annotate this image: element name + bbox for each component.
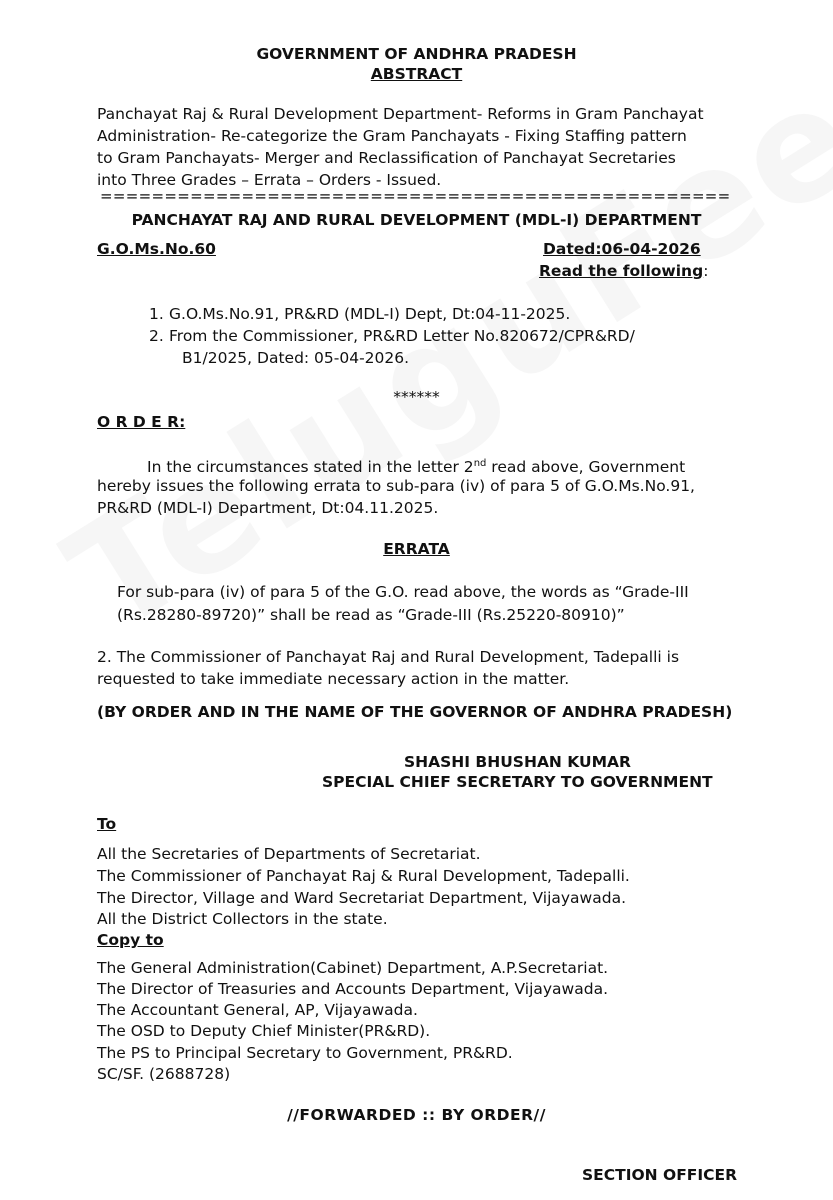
reference-number-1: 1. (149, 305, 164, 323)
signatory-name: SHASHI BHUSHAN KUMAR (404, 753, 631, 771)
errata-line-2: (Rs.28280-89720)” shall be read as “Grade-III (Rs.25220-80910)” (117, 606, 625, 624)
go-date: Dated:06-04-2026 (543, 240, 701, 258)
read-following-colon: : (703, 262, 709, 280)
order-line-1-text-b: read above, Government (486, 458, 686, 477)
copy-item-5: The PS to Principal Secretary to Government, PR&RD. (97, 1044, 513, 1062)
stars-divider: ****** (393, 388, 440, 406)
by-order-line: (BY ORDER AND IN THE NAME OF THE GOVERNOR OF ANDHRA PRADESH) (97, 703, 733, 721)
reference-item-1: G.O.Ms.No.91, PR&RD (MDL-I) Dept, Dt:04-11-2025. (169, 305, 571, 323)
reference-item-2: From the Commissioner, PR&RD Letter No.820672/CPR&RD/ (169, 327, 635, 345)
government-title: GOVERNMENT OF ANDHRA PRADESH (256, 45, 577, 63)
order-line-1-text-a: In the circumstances stated in the letter 2 (147, 458, 474, 477)
reference-number-2: 2. (149, 327, 164, 345)
section-officer: SECTION OFFICER (582, 1166, 738, 1184)
subject-line-1: Panchayat Raj & Rural Development Department- Reforms in Gram Panchayat (97, 105, 704, 123)
copy-item-2: The Director of Treasuries and Accounts Department, Vijayawada. (97, 980, 608, 998)
to-item-4: All the District Collectors in the state. (97, 910, 388, 928)
instruction-line-1: 2. The Commissioner of Panchayat Raj and Rural Development, Tadepalli is (97, 648, 680, 666)
to-item-3: The Director, Village and Ward Secretariat Department, Vijayawada. (97, 889, 626, 907)
copy-item-6: SC/SF. (2688728) (97, 1065, 231, 1083)
forwarded-line: //FORWARDED :: BY ORDER// (287, 1106, 546, 1124)
to-heading: To (97, 815, 117, 833)
copy-item-4: The OSD to Deputy Chief Minister(PR&RD). (97, 1022, 431, 1040)
order-line-1-sup: nd (473, 458, 487, 469)
abstract-heading: ABSTRACT (370, 65, 463, 83)
reference-item-2-cont: B1/2025, Dated: 05-04-2026. (182, 349, 410, 367)
read-following-line (539, 262, 708, 280)
order-line-3: PR&RD (MDL-I) Department, Dt:04.11.2025. (97, 499, 439, 517)
order-heading: O R D E R: (97, 413, 186, 431)
to-item-2: The Commissioner of Panchayat Raj & Rural Development, Tadepalli. (97, 867, 630, 885)
order-line-2: hereby issues the following errata to sub-para (iv) of para 5 of G.O.Ms.No.91, (97, 477, 695, 495)
errata-line-1: For sub-para (iv) of para 5 of the G.O. read above, the words as “Grade-III (117, 583, 689, 601)
subject-line-4: into Three Grades – Errata – Orders - Issued. (97, 171, 442, 189)
to-item-1: All the Secretaries of Departments of Secretariat. (97, 845, 481, 863)
copy-item-3: The Accountant General, AP, Vijayawada. (97, 1001, 418, 1019)
subject-line-3: to Gram Panchayats- Merger and Reclassification of Panchayat Secretaries (97, 149, 676, 167)
copy-heading: Copy to (97, 931, 164, 949)
subject-line-2: Administration- Re-categorize the Gram Panchayats - Fixing Staffing pattern (97, 127, 687, 145)
signatory-title: SPECIAL CHIEF SECRETARY TO GOVERNMENT (322, 773, 713, 791)
department-name: PANCHAYAT RAJ AND RURAL DEVELOPMENT (MDL-I) DEPARTMENT (131, 211, 702, 229)
go-number: G.O.Ms.No.60 (97, 240, 216, 258)
errata-heading: ERRATA (383, 540, 450, 558)
separator-line: ================================================= (100, 187, 731, 205)
copy-item-1: The General Administration(Cabinet) Department, A.P.Secretariat. (97, 959, 609, 977)
instruction-line-2: requested to take immediate necessary action in the matter. (97, 670, 570, 688)
read-following-label: Read the following (539, 262, 704, 280)
